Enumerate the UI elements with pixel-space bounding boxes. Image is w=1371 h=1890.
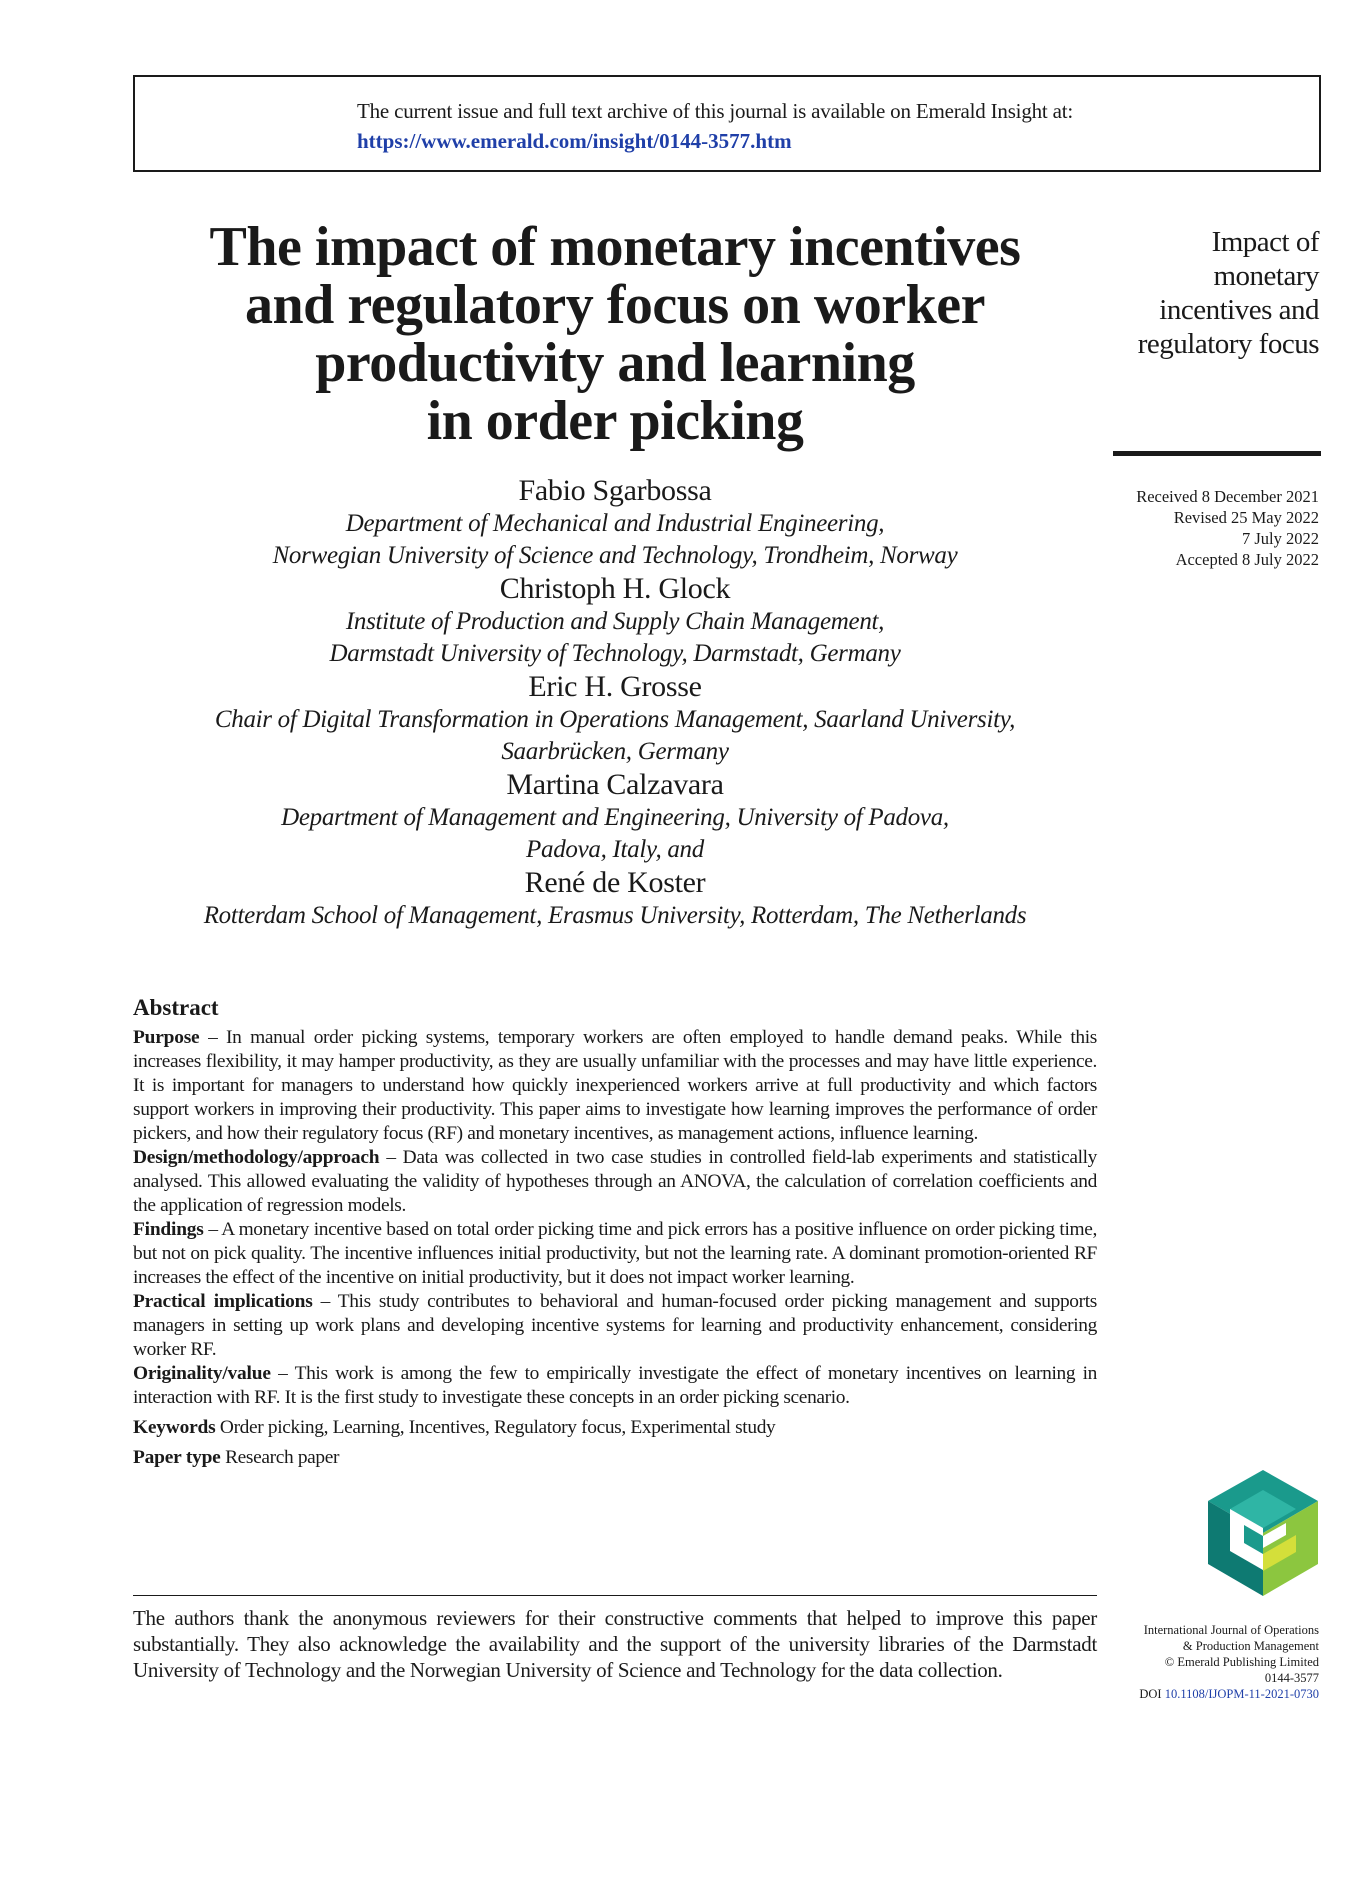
author-affiliation: Chair of Digital Transformation in Operations Management, Saarland University, xyxy=(214,706,1016,733)
title-line: The impact of monetary incentives xyxy=(209,216,1021,278)
section-label: Practical implications xyxy=(133,1291,313,1312)
keywords-text: Order picking, Learning, Incentives, Regulatory focus, Experimental study xyxy=(219,1417,776,1438)
footnote-rule xyxy=(133,1595,1097,1596)
journal-notice-box xyxy=(133,75,1321,172)
abstract-implications xyxy=(133,1290,1097,1362)
abstract-heading: Abstract xyxy=(133,995,219,1020)
title-line: productivity and learning xyxy=(315,332,915,394)
author-affiliation: Saarbrücken, Germany xyxy=(501,738,729,765)
abstract-design xyxy=(133,1146,1097,1218)
author-name: Eric H. Grosse xyxy=(528,670,702,703)
running-head xyxy=(1079,225,1319,361)
author-name: Fabio Sgarbossa xyxy=(518,474,712,507)
running-head-line: Impact of xyxy=(1211,226,1319,258)
section-label: Purpose xyxy=(133,1027,200,1048)
section-sep: – xyxy=(379,1147,403,1168)
date-revised-2: 7 July 2022 xyxy=(1241,529,1319,548)
doi xyxy=(1089,1686,1319,1702)
title-line: in order picking xyxy=(426,390,804,452)
journal-name-2: & Production Management xyxy=(1182,1639,1319,1653)
section-sep: – xyxy=(199,1027,227,1048)
author-affiliation: Department of Management and Engineering, University of Padova, xyxy=(281,804,949,831)
author-affiliation: Rotterdam School of Management, Erasmus University, Rotterdam, The Netherlands xyxy=(203,902,1027,929)
section-sep: – xyxy=(312,1291,338,1312)
paper-type xyxy=(133,1446,1097,1470)
paper-type-label: Paper type xyxy=(133,1447,221,1468)
section-text: In manual order picking systems, temporary workers are often employed to handle demand peaks. While this increases flexibility, it may hamper productivity, as they are usually unfamiliar with the processes and may have little experience. It is important for managers to understand how quickly inexperienced workers arrive at full productivity and which factors support workers in improving their productivity. This paper aims to investigate how learning improves the performance of order pickers, and how their regulatory focus (RF) and monetary incentives, as management actions, influence learning. xyxy=(133,1027,1097,1144)
keywords xyxy=(133,1416,1097,1440)
author-affiliation: Department of Mechanical and Industrial Engineering, xyxy=(345,510,885,537)
date-accepted: Accepted 8 July 2022 xyxy=(1175,550,1319,569)
journal-url-link[interactable]: https://www.emerald.com/insight/0144-3577.htm xyxy=(357,129,792,153)
abstract-purpose xyxy=(133,1026,1097,1146)
abstract xyxy=(133,996,1097,1470)
section-text: This study contributes to behavioral and human-focused order picking management and supports managers in setting up work plans and developing incentive systems for learning and productivity enhancement, considering worker RF. xyxy=(133,1291,1097,1360)
paper-title xyxy=(133,218,1097,450)
journal-info xyxy=(1089,1622,1319,1702)
doi-link[interactable]: 10.1108/IJOPM-11-2021-0730 xyxy=(1164,1687,1319,1701)
running-head-rule xyxy=(1113,451,1321,456)
author-name: Christoph H. Glock xyxy=(499,572,731,605)
running-head-line: regulatory focus xyxy=(1137,328,1319,360)
emerald-logo-icon xyxy=(1208,1470,1318,1596)
running-head-line: monetary xyxy=(1213,260,1319,292)
date-received: Received 8 December 2021 xyxy=(1136,487,1319,506)
section-sep: – xyxy=(203,1219,222,1240)
author-name: Martina Calzavara xyxy=(506,768,724,801)
section-text: Data was collected in two case studies in controlled field-lab experiments and statistically analysed. This allowed evaluating the validity of hypotheses through an ANOVA, the calculation of correlation coefficients and the application of regression models. xyxy=(133,1147,1097,1216)
issn: 0144-3577 xyxy=(1264,1671,1319,1685)
submission-dates xyxy=(1079,486,1319,570)
abstract-originality xyxy=(133,1362,1097,1410)
acknowledgement: The authors thank the anonymous reviewers for their constructive comments that helped to improve this paper substantially. They also acknowledge the availability and the support of the university libraries of the Darmstadt University of Technology and the Norwegian University of Science and Technology for the data collection. xyxy=(133,1606,1097,1682)
author-affiliation: Norwegian University of Science and Technology, Trondheim, Norway xyxy=(272,542,958,569)
author-list xyxy=(133,474,1097,932)
date-revised: Revised 25 May 2022 xyxy=(1173,508,1319,527)
title-line: and regulatory focus on worker xyxy=(245,274,985,336)
section-label: Design/methodology/approach xyxy=(133,1147,380,1168)
author-affiliation: Padova, Italy, and xyxy=(526,836,704,863)
section-sep: – xyxy=(270,1363,295,1384)
journal-name: International Journal of Operations xyxy=(1143,1623,1319,1637)
section-text: This work is among the few to empirically investigate the effect of monetary incentives on learning in interaction with RF. It is the first study to investigate these concepts in an order picking scenario. xyxy=(133,1363,1097,1408)
publisher: © Emerald Publishing Limited xyxy=(1164,1655,1319,1669)
author-affiliation: Darmstadt University of Technology, Darmstadt, Germany xyxy=(329,640,901,667)
running-head-line: incentives and xyxy=(1159,294,1319,326)
keywords-label: Keywords xyxy=(133,1417,216,1438)
notice-text: The current issue and full text archive of this journal is available on Emerald Insight at: xyxy=(357,99,1073,123)
abstract-findings xyxy=(133,1218,1097,1290)
section-text: A monetary incentive based on total order picking time and pick errors has a positive influence on order picking time, but not on pick quality. The incentive influences initial productivity, but not the learning rate. A dominant promotion-oriented RF increases the effect of the incentive on initial productivity, but it does not impact worker learning. xyxy=(133,1219,1097,1288)
author-name: René de Koster xyxy=(524,866,706,899)
author-affiliation: Institute of Production and Supply Chain Management, xyxy=(345,608,885,635)
section-label: Findings xyxy=(133,1219,204,1240)
paper-type-text: Research paper xyxy=(225,1447,340,1468)
doi-label: DOI xyxy=(1139,1687,1162,1701)
section-label: Originality/value xyxy=(133,1363,271,1384)
